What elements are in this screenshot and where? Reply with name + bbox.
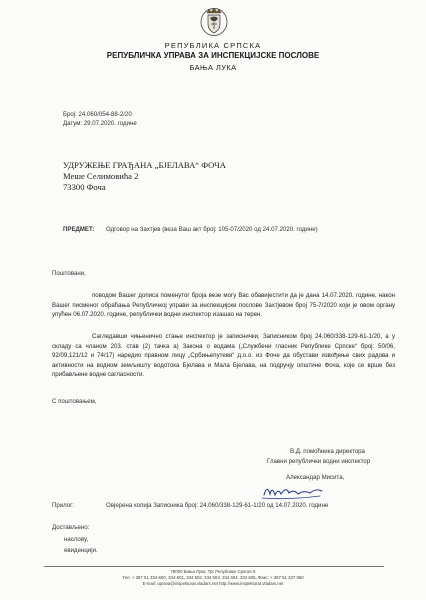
handwritten-signature xyxy=(258,480,328,502)
footer-divider xyxy=(44,566,384,567)
paragraph-intro: поводом Вашег дописа поменутог броја везе могу Вас обавијестити да је дана 14.07.2020. године, након Вашег писменог обраћања Републичкој управи за инспекцијске послове Захтјевом број 75-7/2020 који је овом органу упућен 06.07.2020. године, републички водни инспектор изашао на терен. xyxy=(52,292,395,319)
document-number: Број: 24.060/054-88-2/20 xyxy=(63,111,132,118)
attachment-label: Прилог: xyxy=(52,502,75,509)
paragraph-findings: Сагледавши чињенично стање инспектор је записнички, Записником број 24.060/338-129-61-1/20, а у складу са чланом 203. став (2) тачка а) Закона о водама („Службени гласник Републике Српске“ број: 50/06, 92/09,121/12 и 74/17) наредио правном лицу „Србињепутеви“ д.о.о. из Фоче да обустави извођење свих радова и активности на водном земљишту водотока Бјелава и Мала Бјелава, на подручју општине Фоча, које се врше без прибављене водне сагласности. xyxy=(52,333,395,379)
greeting: Поштовани, xyxy=(52,270,86,277)
delivery-item-2: евиденцији. xyxy=(64,547,98,554)
coat-of-arms-icon xyxy=(199,6,229,36)
footer-contact: E-mail: uprava@inspektorat.vladars.net http://www.inspektorat.vladars.net xyxy=(142,581,284,586)
footer-address: 78000 Бања Лука, Трг Републике Српске 8 xyxy=(170,569,256,574)
delivery-label: Достављено: xyxy=(52,524,90,531)
signatory-position: Главни републички водни инспектор xyxy=(267,458,371,465)
footer-phones: Тел. + 387 51 334-600, 334-601, 334 602, 334 603, 334 604, 334 605, Факс: + 387 51 337 950 xyxy=(122,575,304,580)
header-administration: РЕПУБЛИЧКА УПРАВА ЗА ИНСПЕКЦИЈСКЕ ПОСЛОВЕ xyxy=(106,51,320,60)
subject-text: Одговор на Захтјев (веза Ваш акт број: 105-07/2020 од 24.07.2020. године) xyxy=(106,226,318,233)
header-city: БАЊА ЛУКА xyxy=(189,63,237,72)
signatory-title: В.Д. помоћника директора xyxy=(290,448,365,455)
header-republic: РЕПУБЛИКА СРПСКА xyxy=(164,41,262,50)
attachment-text: Овјерена копија Записника број: 24.060/338-129-61-1/20 од 14.07.2020. године xyxy=(106,502,329,509)
closing: С поштовањем, xyxy=(52,398,97,405)
signatory-name: Александар Мисита, xyxy=(286,474,345,481)
recipient-city: 73300 Фоча xyxy=(63,182,106,192)
recipient-name: УДРУЖЕЊЕ ГРАЂАНА „БЈЕЛАВА“ ФОЧА xyxy=(63,160,226,170)
subject-label: ПРЕДМЕТ: xyxy=(63,226,95,233)
recipient-street: Меше Селимовића 2 xyxy=(63,171,139,181)
document-date: Датум: 29.07.2020. године xyxy=(63,120,137,127)
delivery-item-1: насловy, xyxy=(64,536,89,543)
